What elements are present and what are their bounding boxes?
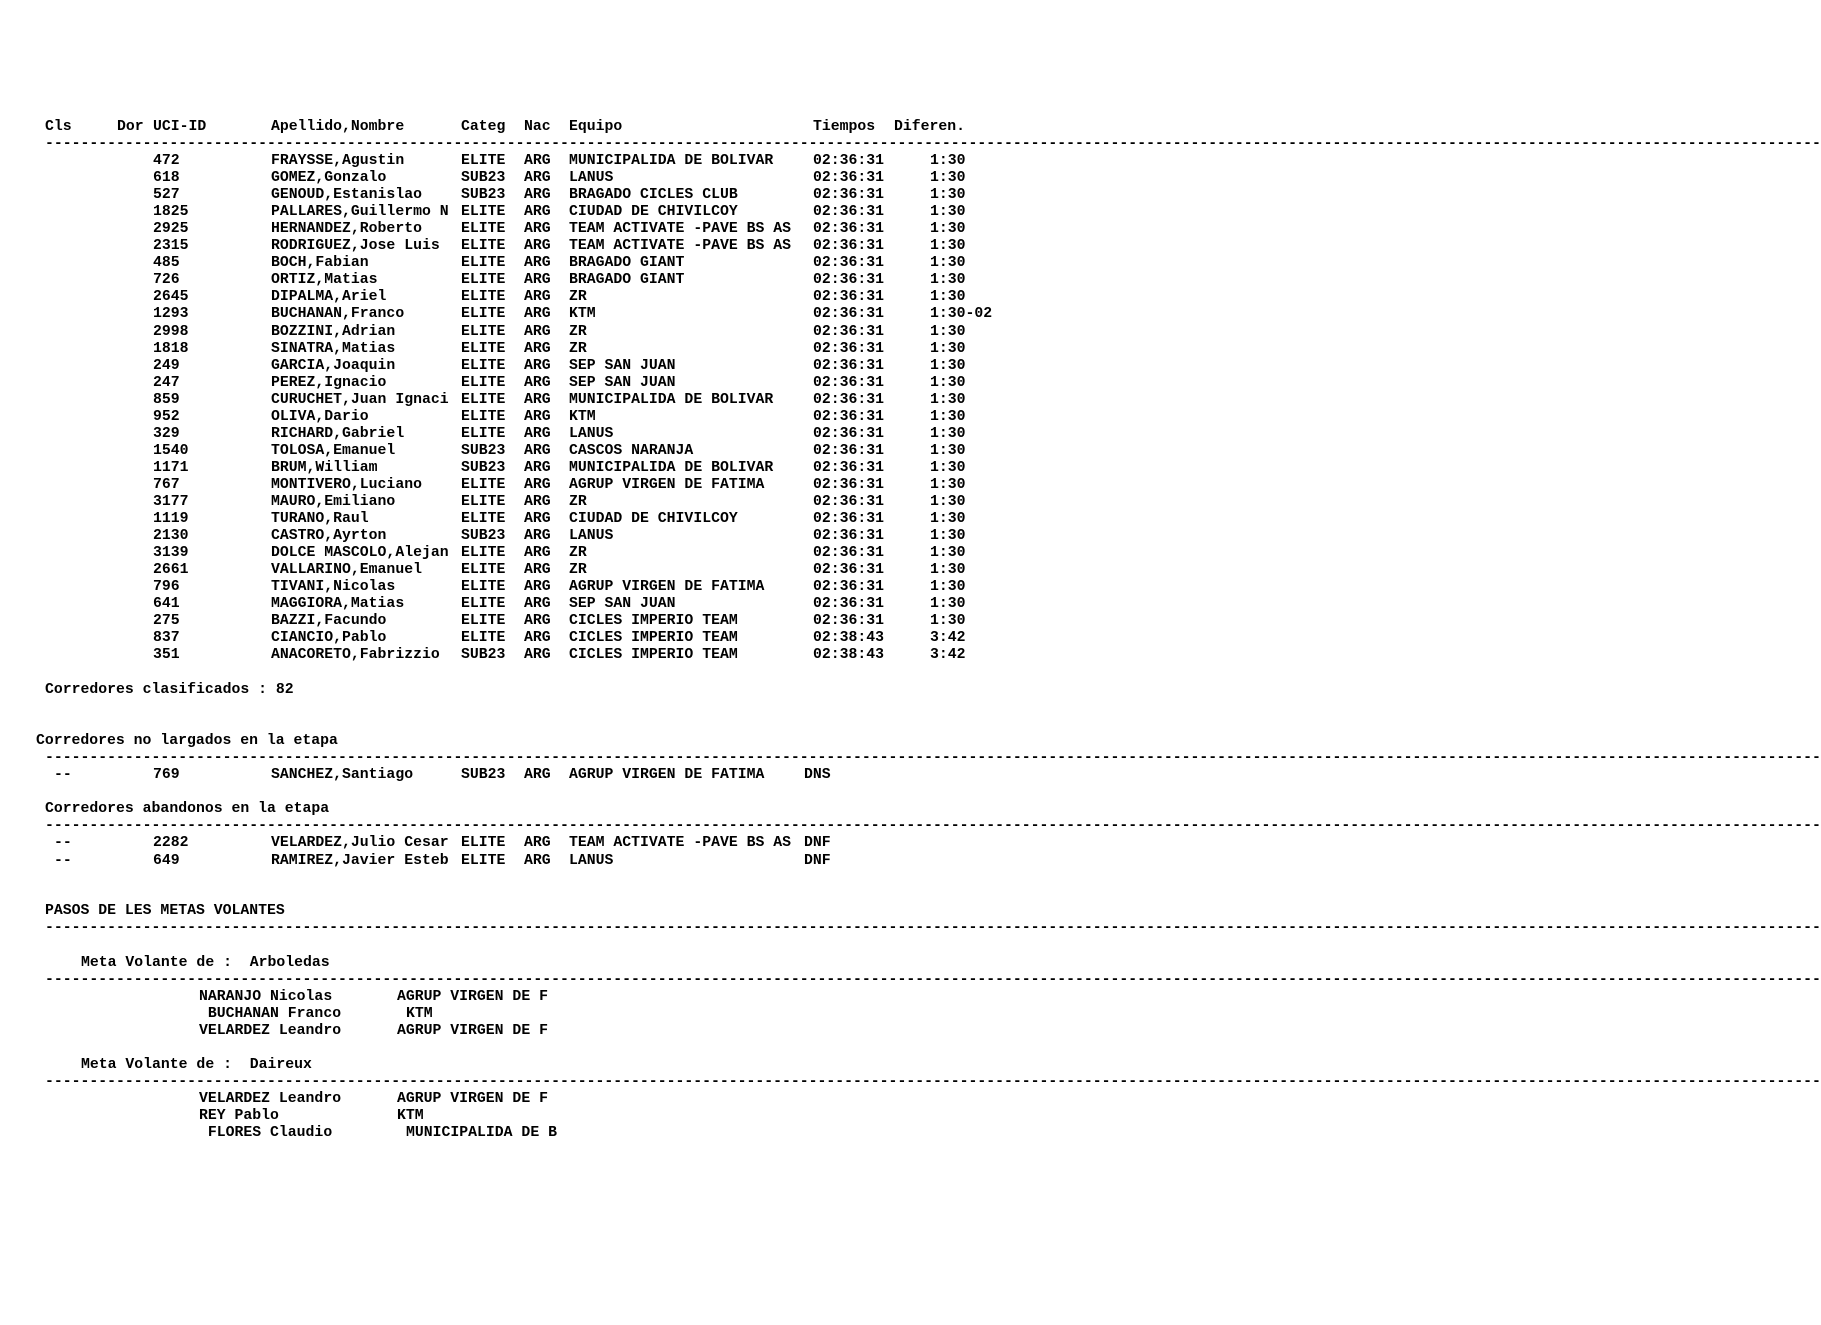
cell-uci-id: 247 [153, 374, 180, 391]
cell-nac: ARG [524, 835, 551, 851]
cell-nac: ARG [524, 255, 551, 272]
pasos-divider: -------------------------------------------------------------------------------------------------------------------------------------------------------------------------------------------------------- [45, 920, 1821, 936]
cell-nac: ARG [524, 204, 551, 221]
cell-tiempo: 02:36:31 [813, 340, 885, 357]
cell-uci-id: 649 [153, 852, 180, 869]
cell-equipo: MUNICIPALIDA DE B [406, 1125, 557, 1142]
cell-equipo: AGRUP VIRGEN DE F [397, 989, 548, 1005]
cell-tiempo: 02:36:31 [813, 613, 885, 630]
cell-name: SINATRA,Matias [271, 340, 396, 357]
cell-name: DIPALMA,Ariel [271, 289, 387, 306]
cell-tiempo: 02:38:43 [813, 647, 885, 664]
cell-nac: ARG [524, 647, 551, 664]
cell-categ: SUB23 [461, 647, 506, 664]
cell-status: DNF [804, 835, 831, 851]
cell-categ: ELITE [461, 391, 506, 408]
cell-uci-id: 618 [153, 170, 180, 187]
cell-equipo: CIUDAD DE CHIVILCOY [569, 204, 738, 221]
cell-nac: ARG [524, 767, 551, 783]
cell-diferencia: 1:30 [930, 340, 966, 357]
cell-equipo: KTM [569, 408, 596, 425]
cell-equipo: SEP SAN JUAN [569, 374, 676, 391]
cell-name: BAZZI,Facundo [271, 613, 387, 630]
cell-name: MAGGIORA,Matias [271, 596, 405, 613]
cell-name: CURUCHET,Juan Ignaci [271, 391, 449, 408]
cell-nac: ARG [524, 459, 551, 476]
cell-tiempo: 02:36:31 [813, 187, 885, 204]
cell-equipo: BRAGADO GIANT [569, 272, 685, 289]
cell-nac: ARG [524, 374, 551, 391]
cell-tiempo: 02:36:31 [813, 374, 885, 391]
cell-categ: SUB23 [461, 528, 506, 545]
dns-title: Corredores no largados en la etapa [36, 733, 338, 749]
cell-nac: ARG [524, 630, 551, 647]
cell-uci-id: 2661 [153, 562, 189, 579]
cell-cls: -- [54, 767, 72, 783]
cell-uci-id: 2282 [153, 835, 189, 851]
cell-categ: SUB23 [461, 459, 506, 476]
cell-diferencia: 1:30 [930, 476, 966, 493]
cell-diferencia: 1:30 [930, 425, 966, 442]
cell-uci-id: 859 [153, 391, 180, 408]
cell-diferencia: 1:30 [930, 408, 966, 425]
cell-uci-id: 952 [153, 408, 180, 425]
cell-uci-id: 472 [153, 153, 180, 169]
cell-nac: ARG [524, 340, 551, 357]
cell-equipo: LANUS [569, 528, 614, 545]
cell-categ: ELITE [461, 340, 506, 357]
cell-diferencia: 1:30 [930, 613, 966, 630]
cell-categ: ELITE [461, 425, 506, 442]
col-name-header: Apellido,Nombre [271, 119, 405, 135]
cell-nac: ARG [524, 579, 551, 596]
cell-diferencia: 1:30 [930, 545, 966, 562]
cell-tiempo: 02:36:31 [813, 459, 885, 476]
cell-uci-id: 2645 [153, 289, 189, 306]
cell-equipo: BRAGADO CICLES CLUB [569, 187, 738, 204]
cell-equipo: TEAM ACTIVATE -PAVE BS AS [569, 221, 791, 238]
col-diferen-header: Diferen. [894, 119, 966, 135]
cell-status: DNF [804, 852, 831, 869]
cell-categ: ELITE [461, 596, 506, 613]
cell-name: BUCHANAN,Franco [271, 306, 405, 323]
cell-categ: SUB23 [461, 187, 506, 204]
cell-name: OLIVA,Dario [271, 408, 369, 425]
cell-name: ANACORETO,Fabrizzio [271, 647, 440, 664]
cell-name: FRAYSSE,Agustin [271, 153, 405, 169]
cell-nac: ARG [524, 562, 551, 579]
cell-tiempo: 02:36:31 [813, 272, 885, 289]
cell-equipo: CICLES IMPERIO TEAM [569, 613, 738, 630]
cell-name: RODRIGUEZ,Jose Luis [271, 238, 440, 255]
cell-equipo: CICLES IMPERIO TEAM [569, 647, 738, 664]
cell-name: REY Pablo [199, 1108, 279, 1125]
pasos-title: PASOS DE LES METAS VOLANTES [45, 903, 285, 919]
cell-uci-id: 2130 [153, 528, 189, 545]
cell-diferencia: 3:42 [930, 630, 966, 647]
cell-name: DOLCE MASCOLO,Alejan [271, 545, 449, 562]
cell-equipo: ZR [569, 289, 587, 306]
cell-tiempo: 02:36:31 [813, 511, 885, 528]
cell-categ: SUB23 [461, 767, 506, 783]
cell-categ: ELITE [461, 272, 506, 289]
cell-equipo: MUNICIPALIDA DE BOLIVAR [569, 391, 774, 408]
cell-equipo: AGRUP VIRGEN DE F [397, 1023, 548, 1040]
dns-divider: -------------------------------------------------------------------------------------------------------------------------------------------------------------------------------------------------------- [45, 750, 1821, 766]
cell-uci-id: 641 [153, 596, 180, 613]
cell-diferencia: 1:30 [930, 238, 966, 255]
cell-equipo: ZR [569, 494, 587, 510]
cell-diferencia: 1:30 [930, 442, 966, 459]
cell-name: BOZZINI,Adrian [271, 323, 396, 340]
cell-tiempo: 02:36:31 [813, 289, 885, 306]
cell-name: CASTRO,Ayrton [271, 528, 387, 545]
cell-categ: ELITE [461, 613, 506, 630]
cell-tiempo: 02:36:31 [813, 425, 885, 442]
cell-tiempo: 02:36:31 [813, 221, 885, 238]
cell-nac: ARG [524, 221, 551, 238]
cell-categ: ELITE [461, 408, 506, 425]
cell-equipo: ZR [569, 562, 587, 579]
cell-diferencia: 1:30 [930, 494, 966, 510]
cell-diferencia: 1:30 [930, 153, 966, 169]
cell-nac: ARG [524, 596, 551, 613]
cell-diferencia: 1:30 [930, 562, 966, 579]
cell-nac: ARG [524, 852, 551, 869]
cell-tiempo: 02:36:31 [813, 528, 885, 545]
cell-nac: ARG [524, 357, 551, 374]
dnf-title: Corredores abandonos en la etapa [45, 801, 330, 817]
cell-uci-id: 351 [153, 647, 180, 664]
cell-categ: ELITE [461, 835, 506, 851]
cell-equipo: TEAM ACTIVATE -PAVE BS AS [569, 238, 791, 255]
cell-diferencia: 1:30 [930, 221, 966, 238]
cell-uci-id: 1293 [153, 306, 189, 323]
cell-equipo: AGRUP VIRGEN DE FATIMA [569, 476, 765, 493]
cell-uci-id: 2925 [153, 221, 189, 238]
cell-tiempo: 02:36:31 [813, 238, 885, 255]
cell-nac: ARG [524, 289, 551, 306]
cell-name: GOMEZ,Gonzalo [271, 170, 387, 187]
cell-uci-id: 837 [153, 630, 180, 647]
cell-diferencia: 1:30 [930, 391, 966, 408]
cell-categ: ELITE [461, 630, 506, 647]
cell-equipo: LANUS [569, 425, 614, 442]
cell-equipo: AGRUP VIRGEN DE F [397, 1091, 548, 1107]
cell-diferencia: 1:30 [930, 528, 966, 545]
cell-uci-id: 249 [153, 357, 180, 374]
cell-name: SANCHEZ,Santiago [271, 767, 414, 783]
cell-name: TIVANI,Nicolas [271, 579, 396, 596]
cell-nac: ARG [524, 323, 551, 340]
cell-categ: ELITE [461, 323, 506, 340]
cell-tiempo: 02:36:31 [813, 562, 885, 579]
cell-equipo: SEP SAN JUAN [569, 357, 676, 374]
cell-categ: ELITE [461, 255, 506, 272]
cell-uci-id: 485 [153, 255, 180, 272]
cell-categ: ELITE [461, 306, 506, 323]
cell-tiempo: 02:36:31 [813, 494, 885, 510]
cell-nac: ARG [524, 613, 551, 630]
cell-equipo: CIUDAD DE CHIVILCOY [569, 511, 738, 528]
cell-name: RICHARD,Gabriel [271, 425, 405, 442]
cell-name: PEREZ,Ignacio [271, 374, 387, 391]
cell-equipo: AGRUP VIRGEN DE FATIMA [569, 767, 765, 783]
cell-categ: ELITE [461, 204, 506, 221]
cell-uci-id: 1171 [153, 459, 189, 476]
cell-equipo: AGRUP VIRGEN DE FATIMA [569, 579, 765, 596]
cell-tiempo: 02:36:31 [813, 391, 885, 408]
cell-nac: ARG [524, 494, 551, 510]
cell-tiempo: 02:36:31 [813, 408, 885, 425]
cell-uci-id: 796 [153, 579, 180, 596]
cell-categ: ELITE [461, 852, 506, 869]
cell-name: BRUM,William [271, 459, 378, 476]
cell-equipo: TEAM ACTIVATE -PAVE BS AS [569, 835, 791, 851]
cell-diferencia: 1:30 [930, 596, 966, 613]
cell-equipo: CASCOS NARANJA [569, 442, 694, 459]
cell-tiempo: 02:36:31 [813, 545, 885, 562]
cell-diferencia: 1:30 [930, 170, 966, 187]
cell-uci-id: 1540 [153, 442, 189, 459]
cell-nac: ARG [524, 425, 551, 442]
col-uci-header: UCI-ID [153, 119, 207, 135]
cell-tiempo: 02:36:31 [813, 255, 885, 272]
cell-equipo: MUNICIPALIDA DE BOLIVAR [569, 153, 774, 169]
cell-uci-id: 3139 [153, 545, 189, 562]
meta-label-2: Meta Volante de : Daireux [81, 1057, 312, 1073]
cell-equipo: LANUS [569, 852, 614, 869]
meta-label-1: Meta Volante de : Arboledas [81, 955, 330, 971]
cell-diferencia: 1:30 [930, 323, 966, 340]
cell-tiempo: 02:36:31 [813, 153, 885, 169]
cell-diferencia: 1:30 [930, 459, 966, 476]
cell-uci-id: 1119 [153, 511, 189, 528]
cell-nac: ARG [524, 511, 551, 528]
cell-diferencia: 1:30 [930, 187, 966, 204]
cell-uci-id: 1818 [153, 340, 189, 357]
cell-nac: ARG [524, 238, 551, 255]
results-header [0, 119, 966, 136]
cell-cls: -- [54, 835, 72, 851]
cell-nac: ARG [524, 476, 551, 493]
cell-name: MAURO,Emiliano [271, 494, 396, 510]
cell-uci-id: 3177 [153, 494, 189, 510]
cell-categ: ELITE [461, 221, 506, 238]
cell-diferencia: 1:30 [930, 289, 966, 306]
cell-equipo: CICLES IMPERIO TEAM [569, 630, 738, 647]
cell-categ: ELITE [461, 238, 506, 255]
cell-tiempo: 02:36:31 [813, 596, 885, 613]
cell-tiempo: 02:38:43 [813, 630, 885, 647]
cell-categ: ELITE [461, 545, 506, 562]
cell-name: NARANJO Nicolas [199, 989, 333, 1005]
cell-nac: ARG [524, 170, 551, 187]
cell-name: VELARDEZ,Julio Cesar [271, 835, 449, 851]
cell-categ: ELITE [461, 476, 506, 493]
cell-nac: ARG [524, 408, 551, 425]
cell-equipo: SEP SAN JUAN [569, 596, 676, 613]
cell-equipo: MUNICIPALIDA DE BOLIVAR [569, 459, 774, 476]
col-dor-header: Dor [117, 119, 144, 135]
cell-equipo: LANUS [569, 170, 614, 187]
cell-tiempo: 02:36:31 [813, 306, 885, 323]
cell-nac: ARG [524, 545, 551, 562]
cell-nac: ARG [524, 391, 551, 408]
cell-diferencia: 1:30 [930, 255, 966, 272]
cell-tiempo: 02:36:31 [813, 579, 885, 596]
cell-diferencia: 1:30 [930, 579, 966, 596]
cell-categ: ELITE [461, 357, 506, 374]
cell-uci-id: 2998 [153, 323, 189, 340]
cell-tiempo: 02:36:31 [813, 357, 885, 374]
cell-categ: ELITE [461, 374, 506, 391]
cell-equipo: KTM [397, 1108, 424, 1125]
cell-uci-id: 329 [153, 425, 180, 442]
cell-name: ORTIZ,Matias [271, 272, 378, 289]
cell-categ: ELITE [461, 562, 506, 579]
cell-uci-id: 275 [153, 613, 180, 630]
cell-nac: ARG [524, 153, 551, 169]
cell-nac: ARG [524, 306, 551, 323]
cell-equipo: ZR [569, 340, 587, 357]
cell-status: DNS [804, 767, 831, 783]
cell-diferencia: 3:42 [930, 647, 966, 664]
col-cls-header: Cls [45, 119, 72, 135]
cell-equipo: ZR [569, 545, 587, 562]
cell-uci-id: 726 [153, 272, 180, 289]
cell-nac: ARG [524, 272, 551, 289]
cell-name: GARCIA,Joaquin [271, 357, 396, 374]
cell-categ: SUB23 [461, 442, 506, 459]
col-tiempos-header: Tiempos [813, 119, 876, 135]
cell-name: VALLARINO,Emanuel [271, 562, 422, 579]
cell-equipo: BRAGADO GIANT [569, 255, 685, 272]
cell-nac: ARG [524, 528, 551, 545]
cell-name: BOCH,Fabian [271, 255, 369, 272]
meta-divider-2: -------------------------------------------------------------------------------------------------------------------------------------------------------------------------------------------------------- [45, 1074, 1821, 1090]
cell-name: GENOUD,Estanislao [271, 187, 422, 204]
cell-cls: -- [54, 852, 72, 869]
dnf-divider: -------------------------------------------------------------------------------------------------------------------------------------------------------------------------------------------------------- [45, 818, 1821, 834]
cell-name: CIANCIO,Pablo [271, 630, 387, 647]
cell-nac: ARG [524, 187, 551, 204]
classified-count: Corredores clasificados : 82 [45, 682, 294, 698]
cell-uci-id: 769 [153, 767, 180, 783]
cell-nac: ARG [524, 442, 551, 459]
col-equipo-header: Equipo [569, 119, 623, 135]
cell-equipo: KTM [569, 306, 596, 323]
cell-categ: ELITE [461, 153, 506, 169]
cell-categ: ELITE [461, 289, 506, 306]
cell-diferencia: 1:30 [930, 272, 966, 289]
cell-name: RAMIREZ,Javier Esteb [271, 852, 449, 869]
cell-tiempo: 02:36:31 [813, 476, 885, 493]
cell-categ: ELITE [461, 511, 506, 528]
col-categ-header: Categ [461, 119, 506, 135]
cell-categ: ELITE [461, 579, 506, 596]
cell-name: TOLOSA,Emanuel [271, 442, 396, 459]
cell-diferencia: 1:30 [930, 511, 966, 528]
cell-name: FLORES Claudio [199, 1125, 333, 1142]
cell-uci-id: 527 [153, 187, 180, 204]
cell-equipo: KTM [406, 1006, 433, 1023]
cell-tiempo: 02:36:31 [813, 323, 885, 340]
cell-name: VELARDEZ Leandro [199, 1023, 342, 1040]
cell-uci-id: 2315 [153, 238, 189, 255]
col-nac-header: Nac [524, 119, 551, 135]
cell-equipo: ZR [569, 323, 587, 340]
cell-name: TURANO,Raul [271, 511, 369, 528]
cell-tiempo: 02:36:31 [813, 170, 885, 187]
cell-diferencia: 1:30 [930, 204, 966, 221]
cell-diferencia: 1:30 [930, 374, 966, 391]
cell-uci-id: 767 [153, 476, 180, 493]
cell-name: HERNANDEZ,Roberto [271, 221, 422, 238]
cell-name: MONTIVERO,Luciano [271, 476, 422, 493]
cell-categ: ELITE [461, 494, 506, 510]
cell-name: VELARDEZ Leandro [199, 1091, 342, 1107]
cell-uci-id: 1825 [153, 204, 189, 221]
cell-name: PALLARES,Guillermo N [271, 204, 449, 221]
cell-tiempo: 02:36:31 [813, 204, 885, 221]
cell-diferencia: 1:30-02 [930, 306, 993, 323]
cell-categ: SUB23 [461, 170, 506, 187]
cell-name: BUCHANAN Franco [199, 1006, 342, 1023]
meta-divider-1: -------------------------------------------------------------------------------------------------------------------------------------------------------------------------------------------------------- [45, 972, 1821, 988]
header-divider: -------------------------------------------------------------------------------------------------------------------------------------------------------------------------------------------------------- [45, 136, 1821, 152]
cell-tiempo: 02:36:31 [813, 442, 885, 459]
cell-diferencia: 1:30 [930, 357, 966, 374]
